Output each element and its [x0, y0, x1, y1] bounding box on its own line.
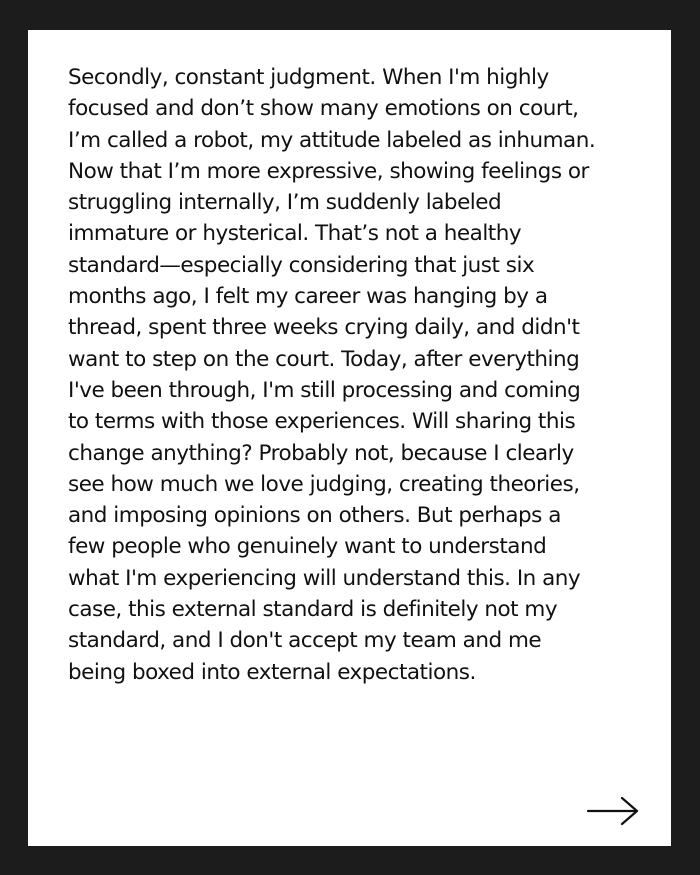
text-line: struggling internally, I’m suddenly labeled: [68, 190, 502, 216]
text-line: what I'm experiencing will understand this. In any: [68, 565, 581, 591]
text-line: immature or hysterical. That’s not a healthy: [68, 221, 522, 247]
slide-body-text: [68, 62, 648, 688]
text-line: want to step on the court. Today, after everything: [68, 346, 580, 372]
text-line: months ago, I felt my career was hanging by a: [68, 284, 548, 310]
text-line: see how much we love judging, creating theories,: [68, 471, 580, 497]
text-line: and imposing opinions on others. But perhaps a: [68, 503, 561, 529]
text-line: being boxed into external expectations.: [68, 659, 476, 685]
text-line: few people who genuinely want to understand: [68, 534, 547, 560]
slide-card: [28, 30, 671, 846]
text-line: standard—especially considering that just six: [68, 252, 535, 278]
text-line: focused and don’t show many emotions on court,: [68, 96, 579, 122]
text-line: standard, and I don't accept my team and me: [68, 628, 542, 654]
arrow-right-icon-svg: [585, 794, 641, 828]
text-line: change anything? Probably not, because I clearly: [68, 440, 574, 466]
text-line: I've been through, I'm still processing and coming: [68, 377, 581, 403]
text-line: Now that I’m more expressive, showing feelings or: [68, 158, 589, 184]
text-line: thread, spent three weeks crying daily, and didn't: [68, 315, 580, 341]
text-line: Secondly, constant judgment. When I'm highly: [68, 65, 549, 90]
text-line: case, this external standard is definitely not my: [68, 597, 558, 623]
text-line: to terms with those experiences. Will sharing this: [68, 409, 576, 435]
text-line: I’m called a robot, my attitude labeled as inhuman.: [68, 127, 596, 153]
arrow-right-icon[interactable]: [585, 794, 641, 828]
